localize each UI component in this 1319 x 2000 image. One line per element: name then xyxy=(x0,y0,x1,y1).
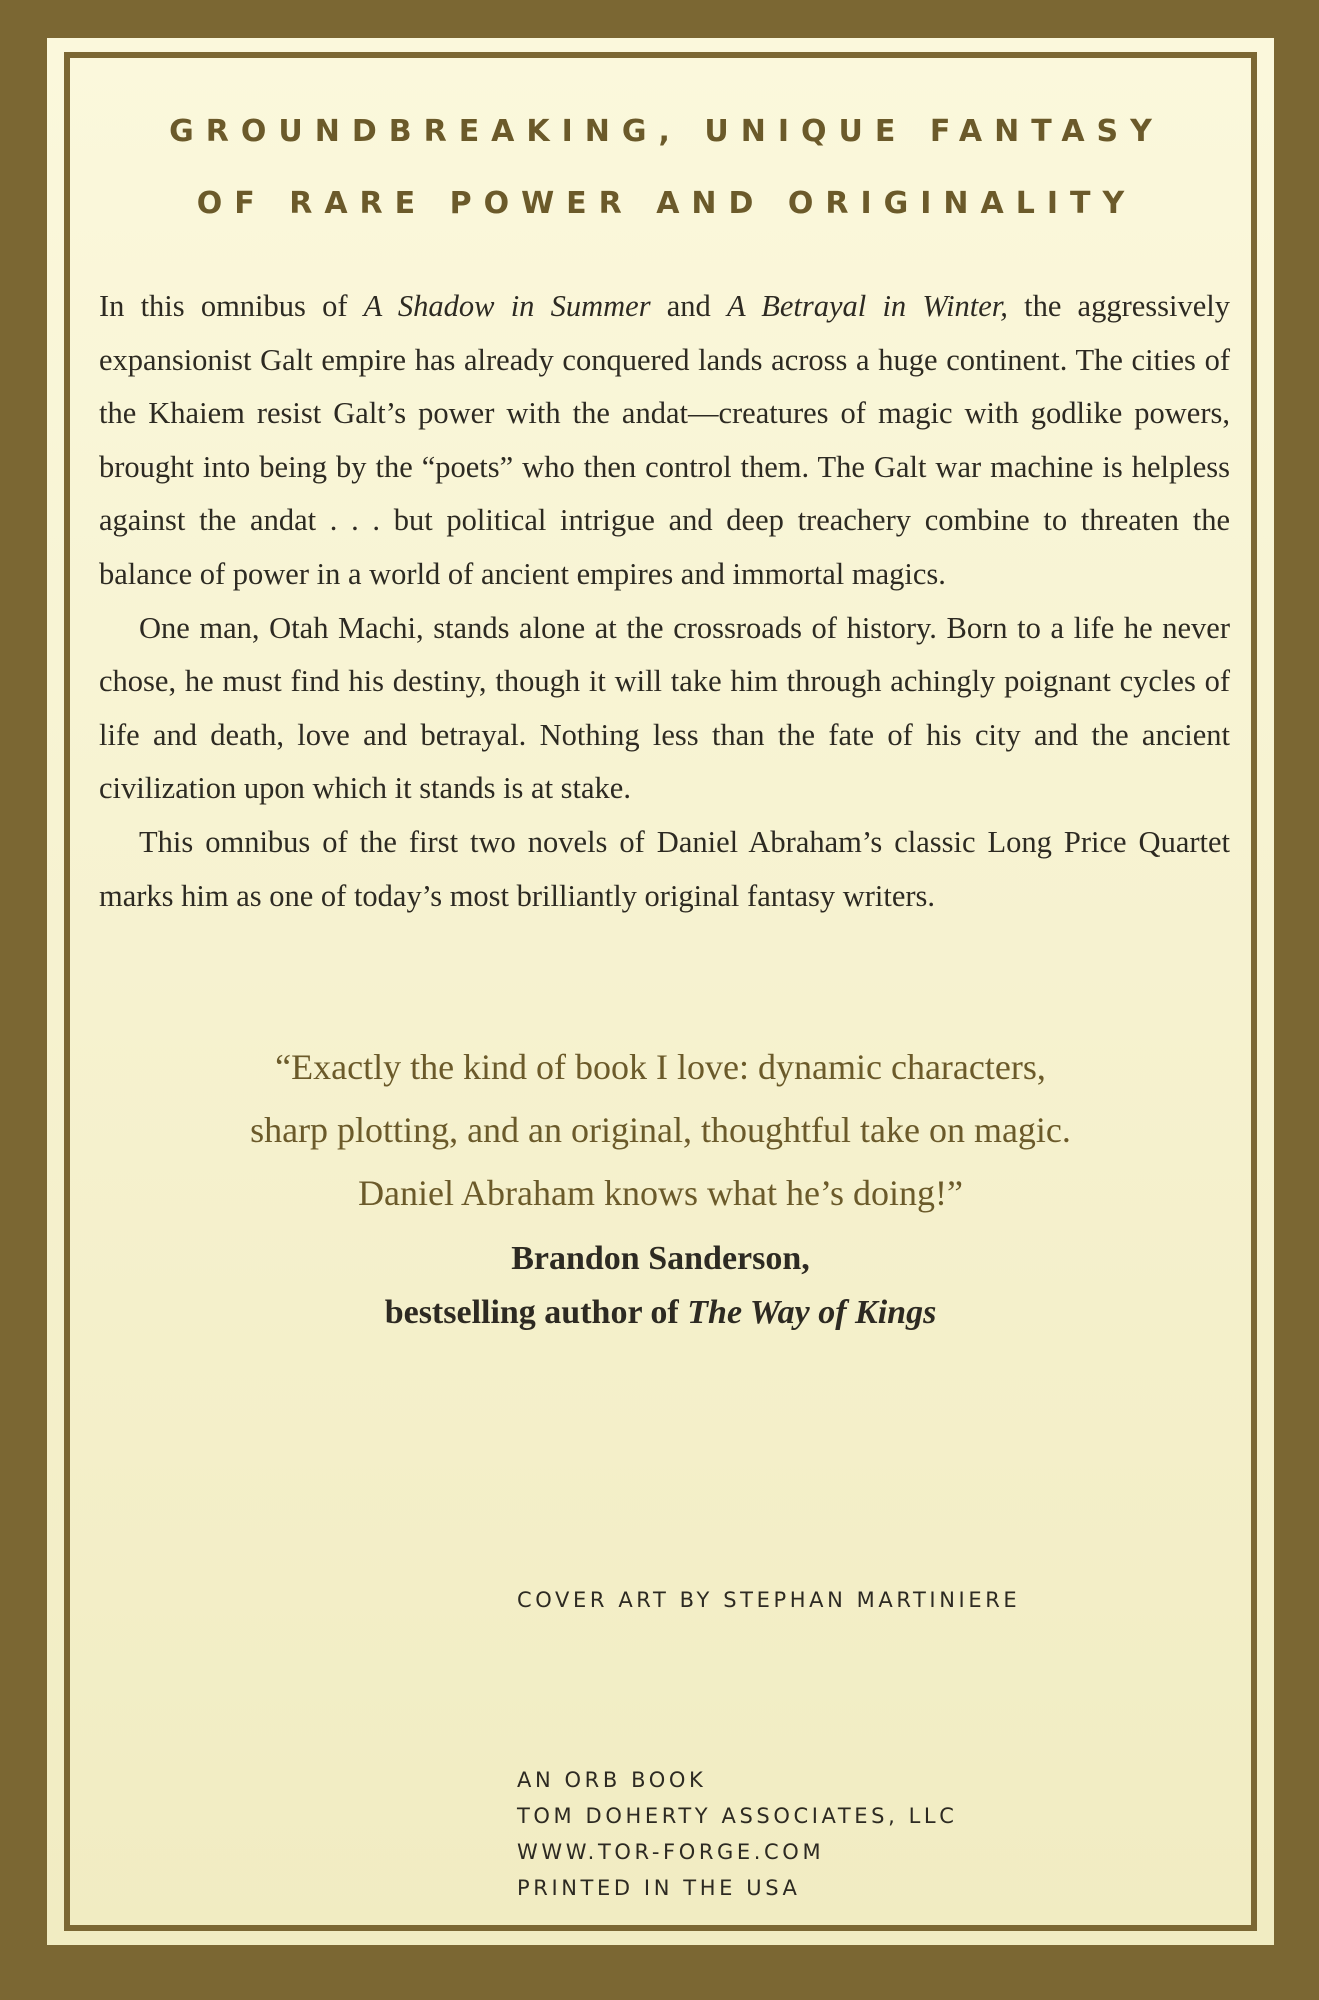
publisher-imprint: AN ORB BOOK xyxy=(517,1768,707,1792)
headline xyxy=(64,96,1257,240)
description-paragraph-1: In this omnibus of A Shadow in Summer and A Betrayal in Winter, the aggressively expansionist Galt empire has already conquered lands across a huge continent. The cities of the Khaiem resist Galt’s power with the andat—creatures of magic with godlike powers, brought into being by the “poets” who then control them. The Galt war machine is helpless against the andat . . . but political intrigue and deep treachery combine to threaten the balance of power in a world of ancient empires and immortal magics. xyxy=(99,289,1231,591)
cover-art-credit: COVER ART BY STEPHAN MARTINIERE xyxy=(517,1588,1021,1612)
blurb-line-2: sharp plotting, and an original, thoughtful take on magic. xyxy=(250,1110,1071,1150)
blurb-author: Brandon Sanderson, xyxy=(511,1240,810,1277)
description-paragraph-2: One man, Otah Machi, stands alone at the crossroads of history. Born to a life he never chose, he must find his destiny, though it will take him through achingly poignant cycles of life and death, love and betrayal. Nothing less than the fate of his city and the ancient civilization upon which it stands is at stake. xyxy=(99,610,1230,806)
publisher-printed: PRINTED IN THE USA xyxy=(517,1876,801,1900)
publisher-company: TOM DOHERTY ASSOCIATES, LLC xyxy=(517,1804,958,1828)
blurb-line-1: “Exactly the kind of book I love: dynamic characters, xyxy=(275,1047,1046,1087)
book-title-shadow: A Shadow in Summer xyxy=(363,289,651,323)
blurb-line-3: Daniel Abraham knows what he’s doing!” xyxy=(358,1173,963,1213)
blurb-attribution xyxy=(64,1232,1257,1340)
headline-line-2: OF RARE POWER AND ORIGINALITY xyxy=(196,186,1137,221)
publisher-website: WWW.TOR-FORGE.COM xyxy=(517,1840,825,1864)
publisher-info xyxy=(517,1762,958,1906)
book-title-betrayal: A Betrayal in Winter, xyxy=(726,289,1008,323)
description-paragraph-3: This omnibus of the first two novels of Daniel Abraham’s classic Long Price Quartet marks him as one of today’s most brilliantly original fantasy writers. xyxy=(99,824,1230,913)
credit-book-title: The Way of Kings xyxy=(687,1294,937,1331)
blurb-credit: bestselling author of The Way of Kings xyxy=(384,1294,937,1331)
headline-line-1: GROUNDBREAKING, UNIQUE FANTASY xyxy=(169,114,1164,149)
description xyxy=(99,280,1230,923)
blurb-quote xyxy=(64,1036,1257,1225)
